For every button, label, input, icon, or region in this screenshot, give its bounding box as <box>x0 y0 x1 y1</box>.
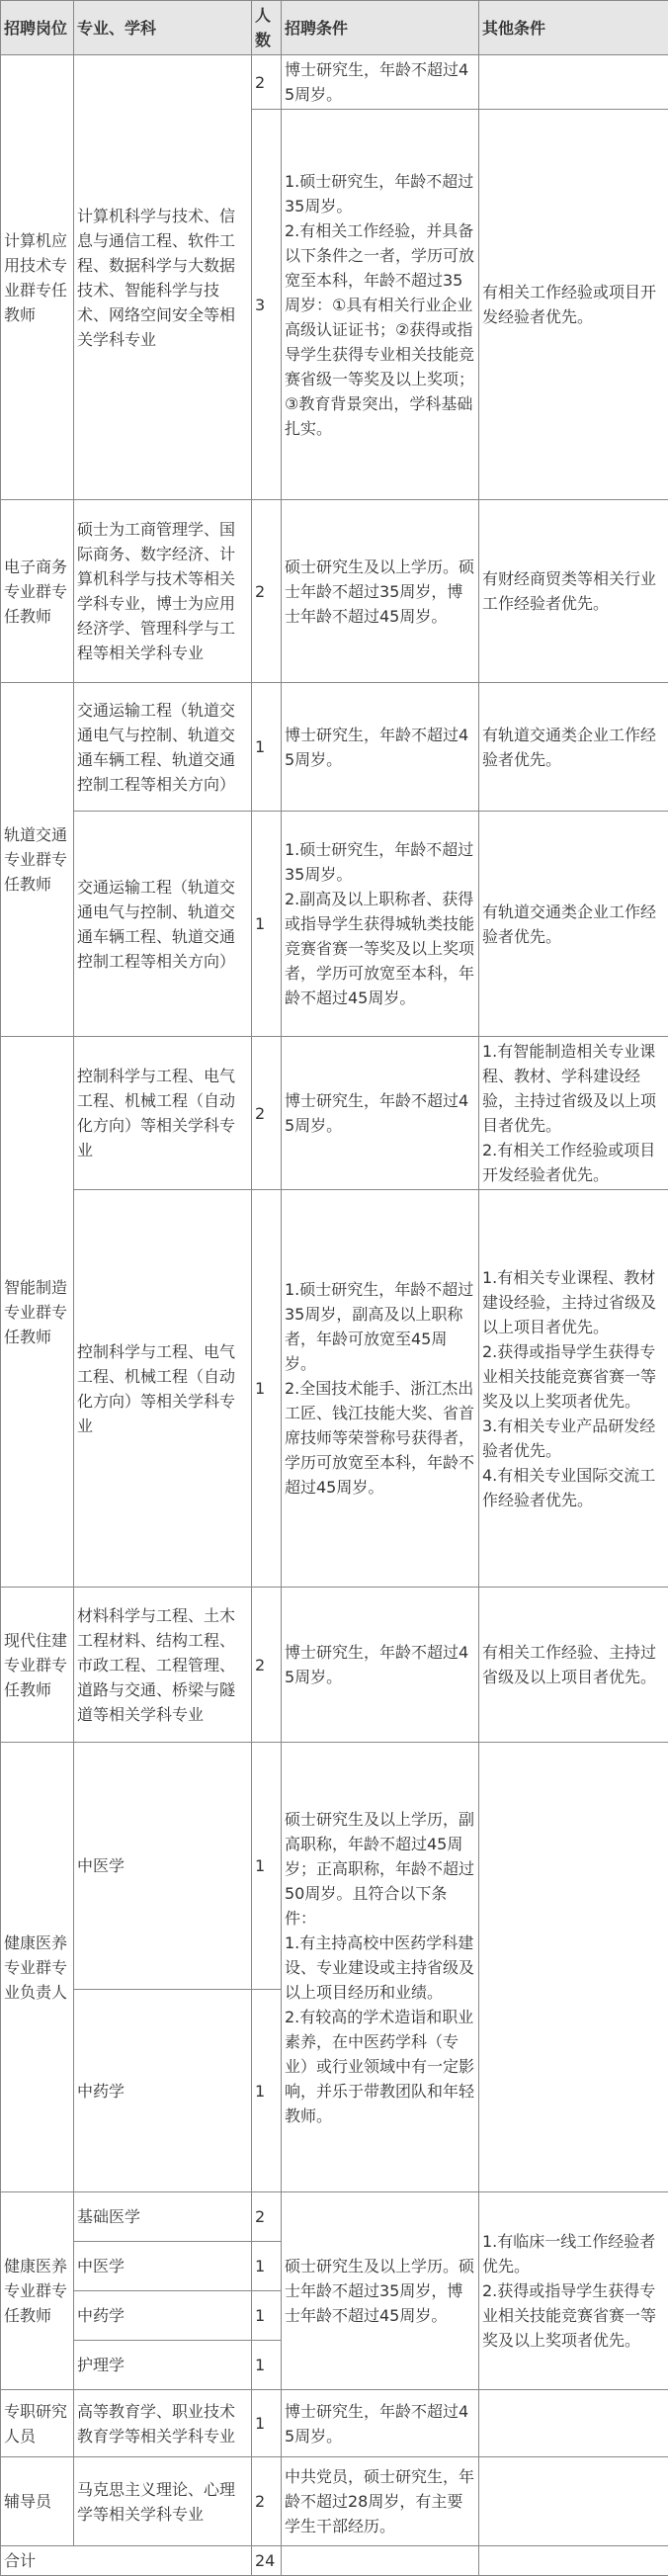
total-count: 24 <box>252 2546 282 2576</box>
position-cell: 专职研究人员 <box>1 2390 74 2457</box>
table-row <box>1 683 668 812</box>
other-cell <box>479 2457 668 2546</box>
count-cell: 1 <box>252 2291 282 2341</box>
conditions-cell: 1.硕士研究生，年龄不超过35周岁。 2.有相关工作经验，并具备以下条件之一者，学历可放宽至本科，年龄不超过35周岁：①具有相关行业企业高级认证证书；②获得或指导学生获得专业相关技能竞赛省级一等奖及以上奖项；③教育背景突出，学科基础扎实。 <box>282 110 479 500</box>
table-row <box>1 2457 668 2546</box>
major-cell: 交通运输工程（轨道交通电气与控制、轨道交通车辆工程、轨道交通控制工程等相关方向） <box>74 812 252 1037</box>
count-cell: 2 <box>252 2192 282 2242</box>
table-row <box>1 1037 668 1190</box>
other-cell: 有相关工作经验或项目开发经验者优先。 <box>479 110 668 500</box>
table-row <box>1 812 668 1037</box>
position-cell: 健康医养专业群专业负责人 <box>1 1743 74 2192</box>
count-cell: 2 <box>252 500 282 683</box>
position-cell: 健康医养专业群专任教师 <box>1 2192 74 2390</box>
position-cell: 辅导员 <box>1 2457 74 2546</box>
header-conditions: 招聘条件 <box>282 1 479 55</box>
count-cell: 2 <box>252 2457 282 2546</box>
major-cell: 交通运输工程（轨道交通电气与控制、轨道交通车辆工程、轨道交通控制工程等相关方向） <box>74 683 252 812</box>
major-cell: 基础医学 <box>74 2192 252 2242</box>
major-cell: 硕士为工商管理学、国际商务、数字经济、计算机科学与技术等相关学科专业，博士为应用经济学、管理科学与工程等相关学科专业 <box>74 500 252 683</box>
conditions-cell: 博士研究生，年龄不超过45周岁。 <box>282 683 479 812</box>
count-cell: 2 <box>252 1037 282 1190</box>
other-cell: 有轨道交通类企业工作经验者优先。 <box>479 683 668 812</box>
position-cell: 计算机应用技术专业群专任教师 <box>1 55 74 500</box>
other-cell: 有轨道交通类企业工作经验者优先。 <box>479 812 668 1037</box>
table-row <box>1 1190 668 1588</box>
conditions-cell: 硕士研究生及以上学历，副高职称，年龄不超过45周岁；正高职称，年龄不超过50周岁。且符合以下条件： 1.有主持高校中医药学科建设、专业建设或主持省级及以上项目经历和业绩。 2.有较高的学术造诣和职业素养，在中医药学科（专业）或行业领域中有一定影响，并乐于带教团队和年轻教师。 <box>282 1743 479 2192</box>
conditions-cell: 博士研究生，年龄不超过45周岁。 <box>282 1037 479 1190</box>
conditions-cell: 博士研究生，年龄不超过45周岁。 <box>282 2390 479 2457</box>
count-cell: 3 <box>252 110 282 500</box>
conditions-cell: 博士研究生，年龄不超过45周岁。 <box>282 1588 479 1743</box>
conditions-cell: 中共党员，硕士研究生，年龄不超过28周岁，有主要学生干部经历。 <box>282 2457 479 2546</box>
table-row <box>1 2192 668 2242</box>
major-cell: 控制科学与工程、电气工程、机械工程（自动化方向）等相关学科专业 <box>74 1037 252 1190</box>
total-empty-conditions <box>282 2546 479 2576</box>
count-cell: 1 <box>252 2390 282 2457</box>
count-cell: 2 <box>252 55 282 110</box>
total-row <box>1 2546 668 2576</box>
major-cell: 控制科学与工程、电气工程、机械工程（自动化方向）等相关学科专业 <box>74 1190 252 1588</box>
position-cell: 轨道交通专业群专任教师 <box>1 683 74 1037</box>
table-row <box>1 1743 668 1990</box>
other-cell <box>479 2390 668 2457</box>
major-cell: 高等教育学、职业技术教育学等相关学科专业 <box>74 2390 252 2457</box>
major-cell: 材料科学与工程、土木工程材料、结构工程、市政工程、工程管理、道路与交通、桥梁与隧道等相关学科专业 <box>74 1588 252 1743</box>
major-cell: 中医学 <box>74 1743 252 1990</box>
other-cell: 1.有相关专业课程、教材建设经验，主持过省级及以上项目者优先。 2.获得或指导学生获得专业相关技能竞赛省赛一等奖及以上奖项者优先。 3.有相关专业产品研发经验者优先。 4.有相关专业国际交流工作经验者优先。 <box>479 1190 668 1588</box>
total-empty-other <box>479 2546 668 2576</box>
header-major: 专业、学科 <box>74 1 252 55</box>
table-row <box>1 2390 668 2457</box>
table-row <box>1 500 668 683</box>
count-cell: 1 <box>252 2341 282 2390</box>
other-cell: 有财经商贸类等相关行业工作经验者优先。 <box>479 500 668 683</box>
position-cell: 电子商务专业群专任教师 <box>1 500 74 683</box>
total-label: 合计 <box>1 2546 252 2576</box>
position-cell: 现代住建专业群专任教师 <box>1 1588 74 1743</box>
count-cell: 1 <box>252 1990 282 2192</box>
conditions-cell: 1.硕士研究生，年龄不超过35周岁，副高及以上职称者，年龄可放宽至45周岁。 2.全国技术能手、浙江杰出工匠、钱江技能大奖、省首席技师等荣誉称号获得者，学历可放宽至本科，年龄不超过45周岁。 <box>282 1190 479 1588</box>
major-cell: 计算机科学与技术、信息与通信工程、软件工程、数据科学与大数据技术、智能科学与技术、网络空间安全等相关学科专业 <box>74 55 252 500</box>
count-cell: 1 <box>252 683 282 812</box>
major-cell: 中医学 <box>74 2242 252 2291</box>
count-cell: 1 <box>252 1743 282 1990</box>
major-cell: 护理学 <box>74 2341 252 2390</box>
position-cell: 智能制造专业群专任教师 <box>1 1037 74 1588</box>
other-cell: 1.有智能制造相关专业课程、教材、学科建设经验，主持过省级及以上项目者优先。 2.有相关工作经验或项目开发经验者优先。 <box>479 1037 668 1190</box>
conditions-cell: 硕士研究生及以上学历。硕士年龄不超过35周岁，博士年龄不超过45周岁。 <box>282 2192 479 2390</box>
other-cell <box>479 1743 668 2192</box>
count-cell: 1 <box>252 812 282 1037</box>
major-cell: 马克思主义理论、心理学等相关学科专业 <box>74 2457 252 2546</box>
other-cell: 有相关工作经验、主持过省级及以上项目者优先。 <box>479 1588 668 1743</box>
header-position: 招聘岗位 <box>1 1 74 55</box>
other-cell: 1.有临床一线工作经验者优先。 2.获得或指导学生获得专业相关技能竞赛省赛一等奖及以上奖项者优先。 <box>479 2192 668 2390</box>
count-cell: 1 <box>252 2242 282 2291</box>
header-row <box>1 1 668 55</box>
conditions-cell: 硕士研究生及以上学历。硕士年龄不超过35周岁，博士年龄不超过45周岁。 <box>282 500 479 683</box>
header-count: 人数 <box>252 1 282 55</box>
count-cell: 1 <box>252 1190 282 1588</box>
count-cell: 2 <box>252 1588 282 1743</box>
table-row <box>1 1588 668 1743</box>
conditions-cell: 1.硕士研究生，年龄不超过35周岁。 2.副高及以上职称者、获得或指导学生获得城轨类技能竞赛省赛一等奖及以上奖项者，学历可放宽至本科，年龄不超过45周岁。 <box>282 812 479 1037</box>
major-cell: 中药学 <box>74 2291 252 2341</box>
conditions-cell: 博士研究生，年龄不超过45周岁。 <box>282 55 479 110</box>
other-cell <box>479 55 668 110</box>
header-other: 其他条件 <box>479 1 668 55</box>
table-row <box>1 55 668 110</box>
major-cell: 中药学 <box>74 1990 252 2192</box>
